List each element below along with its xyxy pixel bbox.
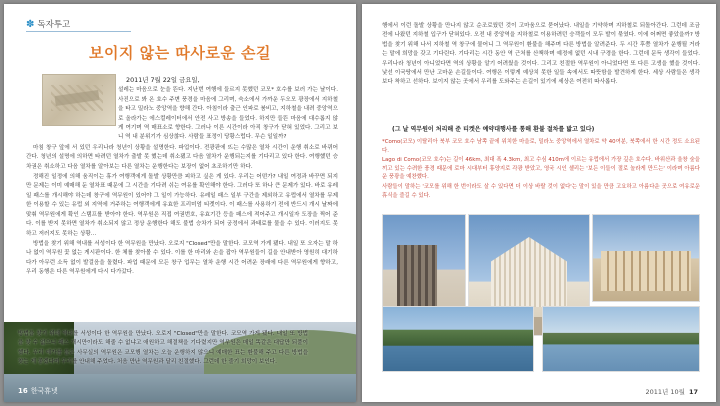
issue-date: 2011년 10월 xyxy=(645,388,685,396)
body-paragraph: 설레는 마음으로 눈을 뜬다. 지난번 여행에 들르지 못했던 코모* 호수를 보러 가는 날이다. 사진으로 봐 온 호수 주변 풍경을 마음에 그리며, 숙소에서 가까운 두오모 광장에서 지하철을 타고 밀라노 중앙역을 향해 간다. 아침이라 출근 인파로 붐비고, 지하철을 내려 중앙역으로 올라가는 에스컬레이터에서 안전 사고 방송을 들었다. 하지만 들뜬 마음에 대수롭지 않게 여기며 역 매표소로 향한다. 그러나 이른 시간이라 아직 창구가 닫혀 있었다. 그리고 보니 역 내 분위기가 심상찮다. 사람들 표정이 당황스럽다. 무슨 일일까? xyxy=(118,87,338,141)
footnote: Lago di Como(코모 호수)는 길이 46km, 최대 폭 4.3km, 최고 수심 410m에 이르는 유럽에서 가장 깊은 호수다. 바위산과 울창 숲을 끼고 있는 수려한 풍경 때문에 로마 시대부터 휴양지로 각광 받았고, 영국 시인 셸리는 '보든 이들이 절로 놀라게 만드는' 이라며 아름다운 풍광을 예찬했다. xyxy=(382,157,700,181)
article-title: 보이지 않는 따사로운 손길 xyxy=(88,44,272,62)
page-number: 17 xyxy=(688,388,698,396)
section-label xyxy=(26,18,70,30)
lakeside-village-photo xyxy=(542,306,700,372)
date-line: 2011년 7월 22일 금요일, xyxy=(126,76,200,84)
article-body-left xyxy=(26,76,338,279)
right-page xyxy=(362,4,716,402)
article-body-right xyxy=(382,22,700,88)
overlay-paragraph: 방법을 찾기 위해 역내를 서성이다 한 역무원을 만났다. 오로지 "Closed"만을 말한다. 코모역 가게 됐다. 내일 또 방법을 찾 수 없으니 패스 개시만이라도 해줄 수 없냐고 애원하고 해결책을 기다렸지만 역무원은 매일 똑같은 대답만 되풀이했다. 우리 예가를 들은 사무실의 역무원은 코모행 열차는 오늘 운행하지 않으니 예매한 표는 환불해 주고 다른 방법을 찾는 게 좋겠다며 우리를 안내해 주었다. 처음 만난 역무원과 달리 친절했다. 그런데 한 줄기 희망이 보인다. xyxy=(18,331,308,366)
footnote: *Como(코모) 이탈리아 북부 코모 호수 남쪽 끝에 위치한 마을로, 밀라노 중앙역에서 열차로 약 40여분, 북쪽에서 한 시간 정도 소요된다. xyxy=(382,139,700,154)
refund-note: (그 날 역무원이 처리해 준 티켓은 예약대행사를 통해 환불 절차를 밟고 있다) xyxy=(392,126,595,133)
flower-icon: ✽ xyxy=(26,19,35,30)
body-paragraph: 방법을 찾기 위해 역내를 서성이다 한 역무원을 만났다. 오로지 "Closed"만을 말한다. 코모역 가게 됐다. 내일 또 오자는 말 하나 없이 역무원 꽃 없는 게시판이다. 한 체를 찾아볼 수 있다. 이를 한 마리와 손을 잡아 역무원들이 길을 안내받아 영원히 대기하다가 아무런 소득 없이 발걸음을 돌렸다. 파업 때문에 모든 창구 업무는 열차 운행 시간 어려운 장래에 다른 역무원에게 향하고, 우리 동행은 다른 역무원에게 다시 다가갔다. xyxy=(26,240,338,276)
lake-como-photo xyxy=(382,306,534,372)
gallery-building-photo xyxy=(592,214,700,302)
body-paragraph: 정해진 일정에 의해 움직이는 휴가 여행객에게 돌발 상황만큼 피하고 싶은 게 있다. 우리는 어떤가? 내일 여정과 바꾸면 되지만 문제는 이미 예매해 둔 열차표 때문에 그 시간을 기다려 쉬는 여유를 확인해야 한다. 그러다 또 하나 큰 문제가 있다. 바로 유레일 패스를 개시해야 하는데 창구에 역무원이 있어야 그 일이 가능하다. 유레일 패스 일부 구간을 제외하고 유럽에서 열차를 무제한 이용할 수 있는 유럽 외 지역에 거주하는 여행객에게 유효한 프리미엄 티켓이다. 이 패스를 사용하기 전에 반드시 개시 날짜에 맞춰 역무원에게 확인 스탬프를 받아야 한다. 역무원은 직접 여권번호, 유효기간 등을 패스에 적어주고 개시일자 도장을 찍어 준다. 이를 받지 못하면 열차가 취소되지 않고 정상 운행한다 해도 불법 승차가 되어 궁정에서 과태료를 물을 수 있다. 이러지도 못하고 저러지도 못하는 상황… xyxy=(26,174,338,237)
body-paragraph: 행에서 이런 돌발 상황을 만나지 않고 순조로웠던 것이 고마움으로 묻어났다. 내일을 기약하며 지하철로 되돌아간다. 그런데 조금 전에 나왔던 지하철 입구가 닫혀있다. 오전 내 중앙역을 지하철로 이용하려던 승객들이 모두 발이 묶였다. 이에 어쩌면 좋았을까? 방법을 찾기 위해 나서 지하철 역 창구에 물어니 그 역무원이 환불을 해주며 다른 방법을 알려준다. 두 시간 후쯤 열차가 운행될 거라는 말에 희망을 갖고 기다린다. 기다리는 시간 동안 역 근처를 산책하며 예정에 없던 시내 구경을 한다. 그런데 문득 생각이 들었다. 우리나라 청년이 아니었다면 역의 상황을 알기 어려웠을 것이다. 그리고 친절한 역무원이 아니었다면 또 다른 고생을 했을 것이다. 낯선 이국땅에서 만난 고마운 손길들이다. 여행은 이렇게 예상치 못한 일들 속에서도 따뜻함을 발견하게 한다. 세상 사람들은 생각보다 착하고 선하다. 보이지 않는 곳에서 우리를 도와주는 손길이 있기에 세상은 여전히 따사롭다. xyxy=(382,23,700,86)
footnotes xyxy=(382,138,700,201)
page-number: 16 xyxy=(18,387,28,395)
magazine-name: 한국휴넷 xyxy=(30,387,58,395)
left-page xyxy=(4,4,356,402)
left-page-footer xyxy=(18,386,58,396)
footnote: 사람들이 말하는 '코모를 위해 한 번이라도 살 수 있다면 더 이상 바랄 것이 없다'는 말이 있을 만큼 고요하고 아름다운 곳으로 여유로운 휴식을 즐길 수 있다. xyxy=(382,183,700,199)
section-label-text: 독자투고 xyxy=(37,20,71,30)
lake-photo xyxy=(4,322,356,402)
right-page-footer xyxy=(646,387,698,396)
body-paragraph: 마침 창구 앞에 서 있던 우리나라 청년이 상황을 설명한다. 파업이다. 전광판에 뜨는 수많은 열차 시간이 운행 취소로 바뀌어 간다. 청년의 설명에 의하면 타려던 열차가 출발 못 했는데 취소됐고 다음 열차가 운행되는지를 기다리고 있다 한다. 여행했던 승차권은 취소하고 다음 열차를 알아보는 다른 열차는 운행한다는 보장이 없어 초조하기만 하다. xyxy=(26,144,338,170)
section-divider xyxy=(26,31,131,32)
